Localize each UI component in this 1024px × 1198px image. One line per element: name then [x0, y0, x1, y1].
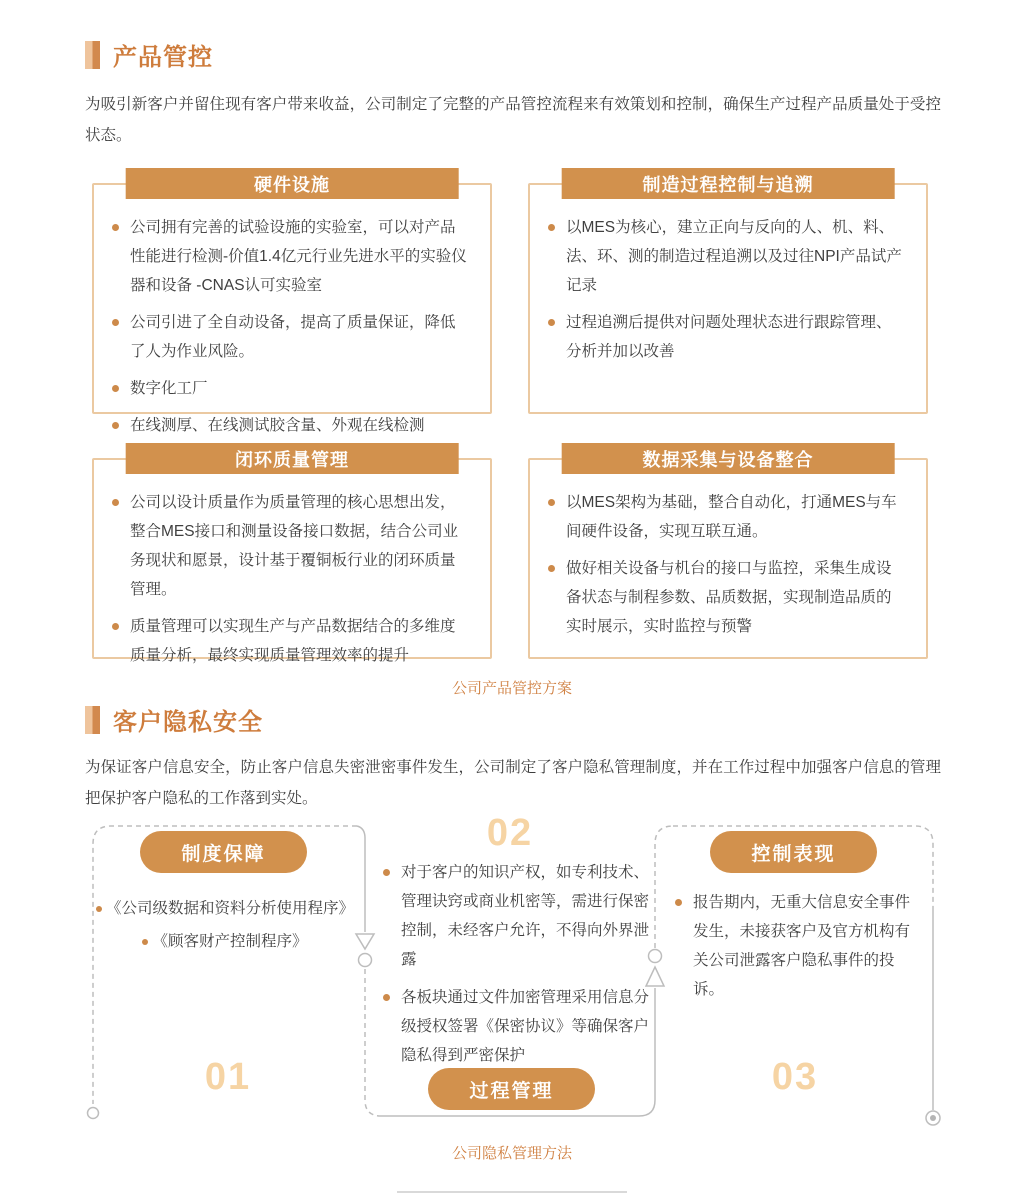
- step-number: 02: [486, 812, 534, 854]
- list-item-text: 报告期内，无重大信息安全事件发生，未接获客户及官方机构有关公司泄露客户隐私事件的投诉。: [693, 894, 911, 998]
- box-title-banner: 闭环质量管理: [126, 443, 459, 474]
- section-privacy-header: [85, 702, 263, 737]
- list-item-text: 数字化工厂: [130, 380, 208, 397]
- list-item: [85, 929, 365, 951]
- list-item: [675, 888, 925, 1004]
- bullet-dot-icon: [112, 385, 119, 392]
- bullet-dot-icon: [383, 869, 390, 876]
- list-item-text: 以MES为核心，建立正向与反向的人、机、料、法、环、测的制造过程追溯以及过往NPI产品试产记录: [566, 219, 902, 294]
- list-item-text: 在线测厚、在线测试胶含量、外观在线检测: [130, 417, 425, 434]
- figure-caption-product: 公司产品管控方案: [451, 680, 572, 697]
- bullet-dot-icon: [112, 623, 119, 630]
- list-item-text: 《顾客财产控制程序》: [152, 933, 308, 950]
- section-marker-icon: [85, 706, 100, 734]
- list-item: [112, 308, 470, 366]
- bullet-dot-icon: [548, 565, 555, 572]
- list-item: [112, 213, 470, 300]
- bullet-dot-icon: [112, 319, 119, 326]
- box-body: [530, 185, 926, 366]
- bullet-dot-icon: [548, 499, 555, 506]
- list-item-text: 公司拥有完善的试验设施的实验室，可以对产品性能进行检测-价值1.4亿元行业先进水平的实验仪器和设备 -CNAS认可实验室: [130, 219, 467, 294]
- step-number: 03: [771, 1056, 819, 1098]
- box-body: [94, 185, 490, 440]
- list-item-text: 做好相关设备与机台的接口与监控，采集生成设备状态与制程参数、品质数据，实现制造品质的实时展示，实时监控与预警: [566, 560, 892, 635]
- list-item-text: 质量管理可以实现生产与产品数据结合的多维度质量分析，最终实现质量管理效率的提升: [130, 618, 456, 664]
- info-box-process-trace: [528, 174, 928, 414]
- step1-bullets: [85, 896, 365, 962]
- section-title: 客户隐私安全: [113, 709, 263, 736]
- end-node-icon: [88, 1108, 99, 1119]
- section-title: 产品管控: [113, 44, 213, 71]
- list-item: [548, 308, 906, 366]
- bullet-dot-icon: [675, 899, 682, 906]
- step-pill-performance: 控制表现: [710, 831, 877, 873]
- bullet-dot-icon: [548, 224, 555, 231]
- list-item-text: 以MES架构为基础，整合自动化，打通MES与车间硬件设备，实现互联互通。: [566, 494, 897, 540]
- connector-dashed-line: [655, 826, 673, 948]
- section-marker-icon: [85, 41, 100, 69]
- list-item: [548, 554, 906, 641]
- privacy-flow-diagram: [85, 812, 945, 1130]
- box-title-banner: 硬件设施: [126, 168, 459, 199]
- box-body: [530, 460, 926, 641]
- connector-dashed-line: [365, 969, 381, 1116]
- info-box-hardware: [92, 174, 492, 434]
- figure-caption-privacy: 公司隐私管理方法: [451, 1145, 572, 1162]
- list-item-text: 《公司级数据和资料分析使用程序》: [105, 900, 354, 917]
- bullet-dot-icon: [96, 906, 102, 912]
- box-title-banner: 数据采集与设备整合: [562, 443, 895, 474]
- list-item-text: 过程追溯后提供对问题处理状态进行跟踪管理、分析并加以改善: [566, 314, 892, 360]
- list-item: [548, 488, 906, 546]
- section-product-control-header: [85, 37, 213, 72]
- list-item: [383, 858, 649, 974]
- step-pill-system: 制度保障: [140, 831, 307, 873]
- list-item: [85, 896, 365, 918]
- bullet-dot-icon: [142, 939, 148, 945]
- list-item: [112, 612, 470, 670]
- bullet-dot-icon: [548, 319, 555, 326]
- list-item: [112, 411, 470, 440]
- list-item-text: 公司引进了全自动设备，提高了质量保证，降低了人为作业风险。: [130, 314, 456, 360]
- step2-bullets: [383, 858, 649, 1079]
- footer-divider: [397, 1191, 627, 1193]
- bullet-dot-icon: [112, 422, 119, 429]
- connector-node-icon: [649, 950, 662, 963]
- list-item: [112, 488, 470, 604]
- bullet-dot-icon: [112, 499, 119, 506]
- list-item: [112, 374, 470, 403]
- info-box-quality-loop: [92, 449, 492, 664]
- box-title-banner: 制造过程控制与追溯: [562, 168, 895, 199]
- list-item: [383, 983, 649, 1070]
- end-node-dot-icon: [930, 1115, 936, 1121]
- section-intro: 为保证客户信息安全，防止客户信息失密泄密事件发生，公司制定了客户隐私管理制度，并在工作过程中加强客户信息的管理把保护客户隐私的工作落到实处。: [85, 759, 941, 807]
- list-item-text: 公司以设计质量作为质量管理的核心思想出发，整合MES接口和测量设备接口数据，结合公司业务现状和愿景，设计基于覆铜板行业的闭环质量管理。: [130, 494, 459, 598]
- bullet-dot-icon: [112, 224, 119, 231]
- step3-bullets: [675, 888, 925, 1013]
- info-box-data-collection: [528, 449, 928, 659]
- list-item-text: 对于客户的知识产权，如专利技术、管理诀窍或商业机密等，需进行保密控制，未经客户允许，不得向外界泄露: [401, 864, 650, 968]
- box-body: [94, 460, 490, 670]
- list-item-text: 各板块通过文件加密管理采用信息分级授权签署《保密协议》等确保客户隐私得到严密保护: [401, 989, 650, 1064]
- step-pill-process: 过程管理: [428, 1068, 595, 1110]
- step-number: 01: [204, 1056, 252, 1098]
- list-item: [548, 213, 906, 300]
- section-intro: 为吸引新客户并留住现有客户带来收益，公司制定了完整的产品管控流程来有效策划和控制，确保生产过程产品质量处于受控状态。: [85, 96, 941, 144]
- bullet-dot-icon: [383, 994, 390, 1001]
